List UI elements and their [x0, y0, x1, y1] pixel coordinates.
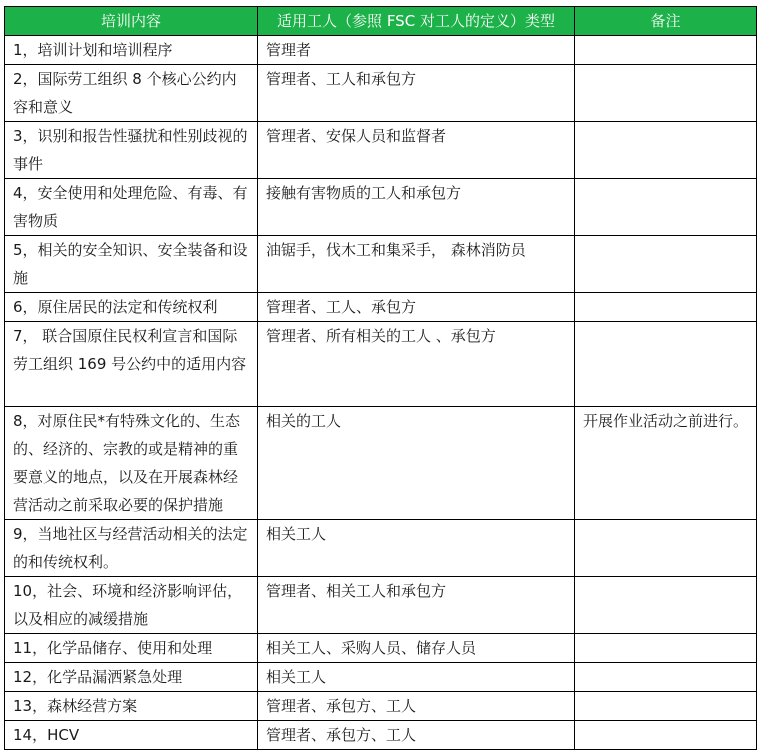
table-header-row	[5, 7, 757, 36]
cell-note	[575, 236, 757, 293]
cell-note	[575, 692, 757, 721]
cell-note	[575, 65, 757, 122]
cell-workers: 管理者、工人和承包方	[258, 65, 575, 122]
cell-content: 8，对原住民*有特殊文化的、生态的、经济的、宗教的或是精神的重要意义的地点，以及在开展森林经营活动之前采取必要的保护措施	[5, 407, 258, 520]
cell-content: 13，森林经营方案	[5, 692, 258, 721]
table-row	[5, 721, 757, 750]
table-row	[5, 634, 757, 663]
cell-content: 11，化学品储存、使用和处理	[5, 634, 258, 663]
cell-content: 14，HCV	[5, 721, 258, 750]
table-row	[5, 692, 757, 721]
cell-workers: 管理者	[258, 36, 575, 65]
cell-content: 9，当地社区与经营活动相关的法定的和传统权利。	[5, 520, 258, 577]
cell-content: 7， 联合国原住民权利宣言和国际劳工组织 169 号公约中的适用内容	[5, 322, 258, 407]
cell-workers: 油锯手，伐木工和集采手， 森林消防员	[258, 236, 575, 293]
cell-workers: 相关工人	[258, 520, 575, 577]
cell-workers: 相关工人	[258, 663, 575, 692]
cell-note	[575, 634, 757, 663]
cell-content: 4，安全使用和处理危险、有毒、有害物质	[5, 179, 258, 236]
cell-content: 2，国际劳工组织 8 个核心公约内容和意义	[5, 65, 258, 122]
cell-note	[575, 577, 757, 634]
table-row	[5, 65, 757, 122]
cell-content: 5，相关的安全知识、安全装备和设施	[5, 236, 258, 293]
cell-workers: 接触有害物质的工人和承包方	[258, 179, 575, 236]
training-table	[4, 6, 757, 750]
cell-content: 6，原住居民的法定和传统权利	[5, 293, 258, 322]
cell-note	[575, 293, 757, 322]
table-row	[5, 322, 757, 407]
cell-workers: 管理者、相关工人和承包方	[258, 577, 575, 634]
cell-workers: 管理者、所有相关的工人 、承包方	[258, 322, 575, 407]
cell-content: 10，社会、环境和经济影响评估，以及相应的减缓措施	[5, 577, 258, 634]
table-row	[5, 293, 757, 322]
cell-workers: 管理者、安保人员和监督者	[258, 122, 575, 179]
cell-content: 1，培训计划和培训程序	[5, 36, 258, 65]
table-row	[5, 122, 757, 179]
table-row	[5, 236, 757, 293]
cell-content: 12，化学品漏洒紧急处理	[5, 663, 258, 692]
header-remarks: 备注	[575, 7, 757, 36]
table-row	[5, 577, 757, 634]
cell-workers: 管理者、承包方、工人	[258, 721, 575, 750]
table-row	[5, 36, 757, 65]
cell-note	[575, 36, 757, 65]
cell-workers: 管理者、工人、承包方	[258, 293, 575, 322]
cell-workers: 相关工人、采购人员、储存人员	[258, 634, 575, 663]
cell-workers: 管理者、承包方、工人	[258, 692, 575, 721]
cell-note	[575, 663, 757, 692]
table-row	[5, 179, 757, 236]
cell-note	[575, 721, 757, 750]
header-training-content: 培训内容	[5, 7, 258, 36]
cell-note	[575, 179, 757, 236]
header-worker-type: 适用工人（参照 FSC 对工人的定义）类型	[258, 7, 575, 36]
table-row	[5, 663, 757, 692]
cell-note	[575, 520, 757, 577]
cell-note	[575, 122, 757, 179]
cell-note	[575, 322, 757, 407]
cell-workers: 相关的工人	[258, 407, 575, 520]
table-row	[5, 520, 757, 577]
table-row	[5, 407, 757, 520]
cell-note: 开展作业活动之前进行。	[575, 407, 757, 520]
cell-content: 3，识别和报告性骚扰和性别歧视的事件	[5, 122, 258, 179]
